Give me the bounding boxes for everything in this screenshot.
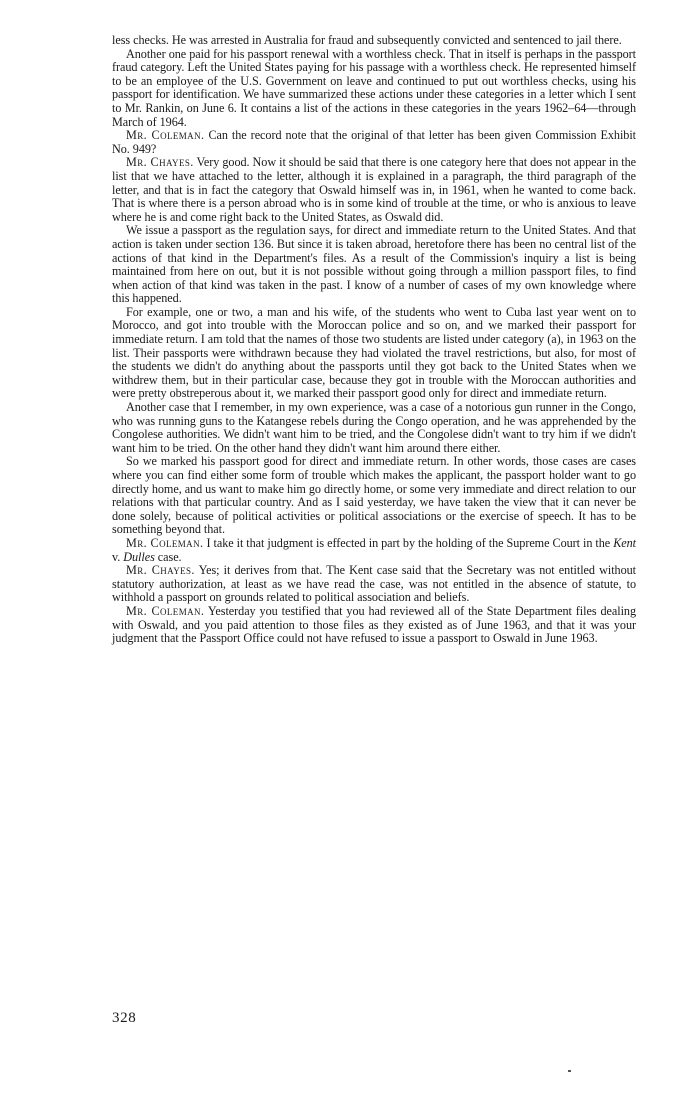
text-run: I take it that judgment is effected in part by the holding of the Supreme Court in the (206, 535, 614, 550)
speaker-name: Mr. Coleman. (126, 128, 205, 143)
text-run: Yes; it derives from that. The Kent case said that the Secretary was not entitled without statutory authorization, at least as we have read the case, was not entitled in the absence of statute, to withhold a passport on grounds related to political association and beliefs. (112, 563, 636, 605)
text-run: less checks. He was arrested in Australia for fraud and subsequently convicted and sentenced to jail there. (112, 33, 622, 47)
paragraph (112, 129, 636, 156)
testimony-text (112, 34, 636, 646)
text-run: Very good. Now it should be said that there is one category here that does not appear in the list that we have attached to the letter, although it is explained in a paragraph, the third paragraph of the letter, and that is in fact the category that Oswald himself was in, in 1961, when he wanted to come back. That is where there is a person abroad who is in some kind of trouble at the time, or who is anxious to leave where he is and come right back to the United States, as Oswald did. (112, 155, 637, 224)
text-run: Can the record note that the original of that letter has been given Commission Exhibit No. 949? (112, 128, 636, 156)
paragraph (112, 156, 636, 224)
paragraph (112, 306, 636, 401)
paragraph (112, 605, 636, 646)
text-run: Another case that I remember, in my own experience, was a case of a notorious gun runner in the Congo, who was running guns to the Katangese rebels during the Congo operation, and he was apprehended by the Congolese authorities. We didn't want him to be tried, and the Congolese didn't want to try him if we didn't want him to be tried. On the other hand they didn't want him around there either. (112, 400, 636, 455)
text-run: case. (154, 549, 182, 564)
paragraph (112, 564, 636, 605)
speaker-name: Mr. Chayes. (126, 563, 195, 578)
speaker-name: Mr. Coleman. (126, 603, 205, 618)
case-name: Dulles (123, 549, 155, 564)
text-run: We issue a passport as the regulation says, for direct and immediate return to the United States. And that action is taken under section 136. But since it is taken abroad, heretofore there has been no central list of the actions of that kind in the Department's files. As a result of the Commission's inquiry a list is being maintained from here on out, but it is not possible without going through a million passport files, to find when action of that kind was taken in the past. I know of a number of cases of my own knowledge where this happened. (112, 223, 636, 306)
paragraph (112, 48, 636, 130)
text-run: So we marked his passport good for direct and immediate return. In other words, those cases are cases where you can find either some form of trouble which makes the applicant, the passport holder want to go directly home, and us want to make him go directly home, or some very immediate and direct relation to our relations with that particular country. And as I said yesterday, we have taken the view that it can never be done solely, because of political activities or political associations or the exercise of speech. It has to be something beyond that. (112, 454, 636, 537)
paragraph (112, 401, 636, 455)
paragraph (112, 455, 636, 537)
paragraph (112, 34, 636, 48)
text-run: For example, one or two, a man and his wife, of the students who went to Cuba last year went on to Morocco, and got into trouble with the Moroccan police and so on, and we marked their passport for immediate return. I am told that the names of those two students are listed under category (a), in 1963 on the list. Their passports were withdrawn because they had violated the travel restrictions, but also, for most of the students we didn't do anything about the passports until they got back to the United States when we withdrew them, but in their particular case, because they got in trouble with the Moroccan authorities and were pretty obstreperous about it, we marked their passport good only for direct and immediate return. (112, 304, 636, 401)
paragraph (112, 224, 636, 306)
page-number: 328 (112, 1010, 137, 1026)
scan-speck (568, 1070, 571, 1072)
case-name: Kent (613, 535, 637, 550)
speaker-name: Mr. Chayes. (126, 155, 194, 170)
text-run: Yesterday you testified that you had reviewed all of the State Department files dealing with Oswald, and you paid attention to those files as they existed as of June 1963, and that it was your judgment that the Passport Office could not have refused to issue a passport to Oswald in June 1963. (112, 603, 636, 646)
speaker-name: Mr. Coleman. (126, 535, 204, 550)
text-run: Another one paid for his passport renewal with a worthless check. That in itself is perhaps in the passport fraud category. Left the United States paying for his passage with a worthless check. He represented himself to be an employee of the U.S. Government on leave and continued to put out worthless checks, using his passport for identification. We have summarized these actions under these categories in a letter which I sent to Mr. Rankin, on June 6. It contains a list of the actions in these categories in the years 1962–64—through March of 1964. (112, 46, 636, 129)
paragraph (112, 537, 636, 564)
text-run: v. (112, 549, 124, 564)
